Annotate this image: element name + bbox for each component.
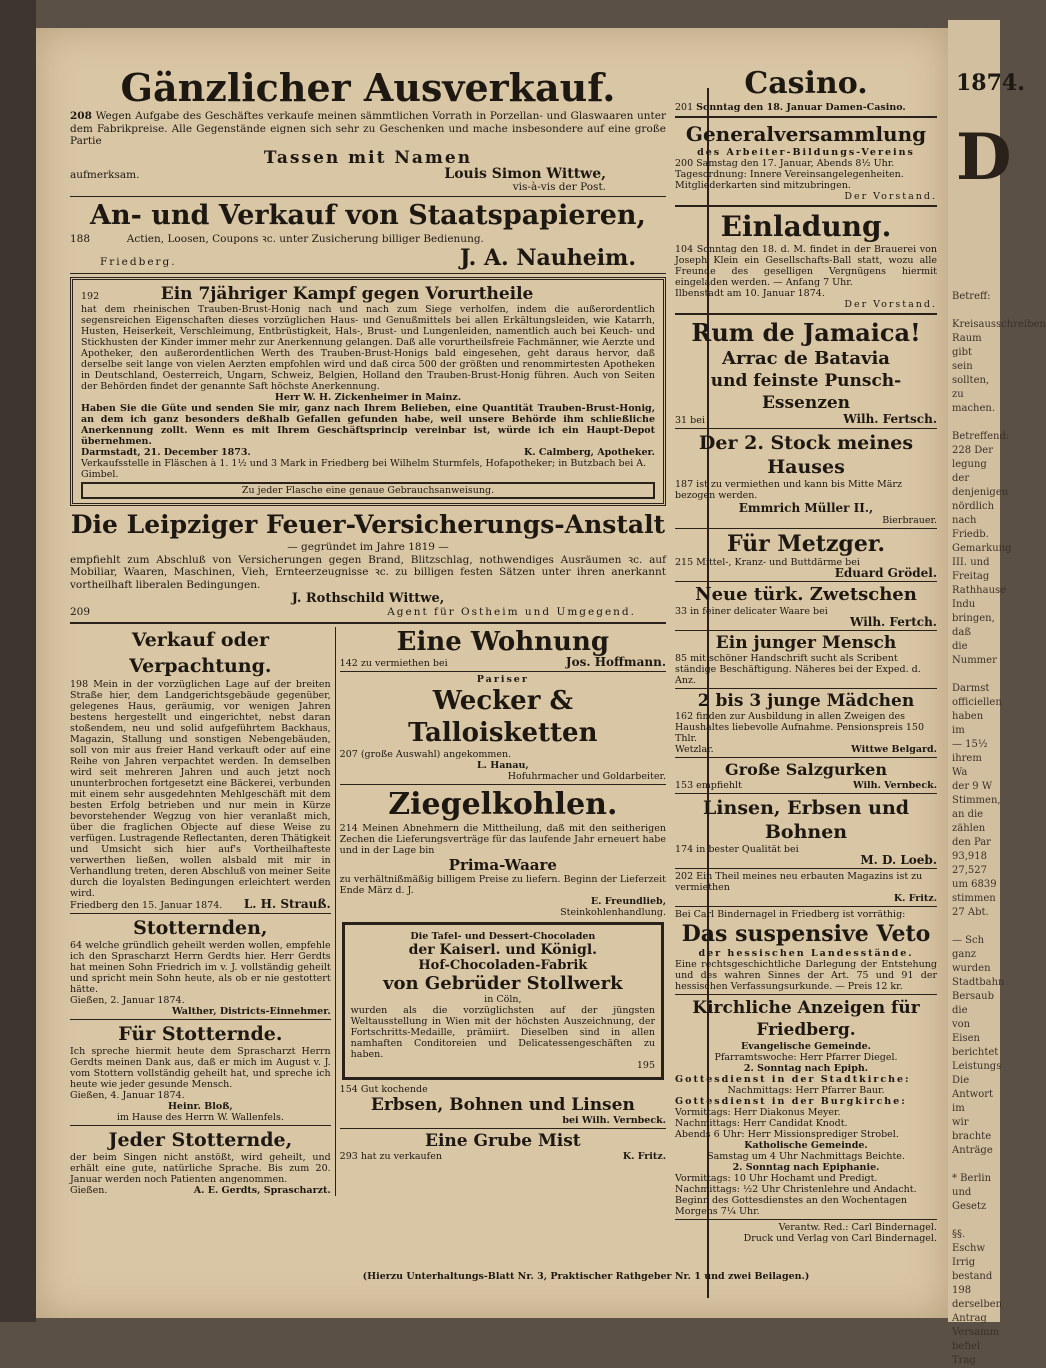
ad-title: Erbsen, Bohnen und Linsen	[370, 1094, 635, 1115]
church-line: 2. Sonntag nach Epiph.	[743, 1063, 869, 1074]
church-line: Gottesdienst in der Stadtkirche:	[675, 1074, 911, 1085]
ad-stotternden	[70, 916, 331, 1017]
church-line: Samstag um 4 Uhr Nachmittags Beichte.	[707, 1151, 905, 1162]
ad-text: zu vermiethen bei	[360, 657, 448, 669]
ad-magazin	[675, 871, 937, 904]
ad-rum	[675, 318, 937, 426]
church-line: Nachmittags: Herr Pfarrer Baur.	[727, 1085, 885, 1096]
ad-advertiser: L. H. Strauß.	[243, 896, 331, 911]
church-section: Katholische Gemeinde.	[744, 1140, 868, 1151]
ad-signature: Der Vorstand.	[844, 191, 937, 202]
ad-number: 154	[339, 1083, 358, 1095]
ad-text: aufmerksam.	[70, 168, 140, 181]
ad-place: Gießen.	[70, 1184, 108, 1196]
ad-title: Ein junger Mensch	[715, 633, 897, 653]
ad-address: im Hause des Herrn W. Wallenfels.	[116, 1111, 284, 1123]
ad-text: Samstag den 17. Januar, Abends 8½ Uhr.	[696, 158, 895, 169]
ad-text: 64 welche gründlich geheilt werden wollen, empfehle ich den Sprascharzt Herrn Gerdts hier. Herr Gerdts hat meinen Sohn Friedrich im v. J. vollständig geheilt und spricht mein Sohn heute, als ob er nie gestottert hätte.	[70, 939, 331, 995]
ad-text: Agent für Ostheim und Umgegend.	[387, 606, 636, 618]
ad-wohnung	[340, 627, 666, 669]
church-line: Vormittags: 10 Uhr Hochamt und Predigt.	[675, 1173, 878, 1184]
ad-text: hat zu verkaufen	[360, 1150, 442, 1162]
ad-title: Das suspensive Veto	[681, 921, 931, 947]
ad-grube-mist	[340, 1131, 666, 1162]
ad-signature: A. E. Gerdts, Sprascharzt.	[193, 1184, 331, 1196]
ad-text: Sonntag den 18. Januar Damen-Casino.	[696, 102, 906, 113]
ad-date: Ilbenstadt am 10. Januar 1874.	[675, 288, 825, 299]
right-column	[675, 66, 937, 1244]
ad-advertiser: M. D. Loeb.	[860, 853, 937, 867]
church-line: Vormittags: Herr Diakonus Meyer.	[675, 1107, 841, 1118]
ad-place: Friedberg.	[100, 256, 177, 268]
ad-honig	[70, 277, 666, 506]
ad-zwetschen	[675, 584, 937, 628]
ad-pretitle: Gut kochende	[360, 1083, 428, 1095]
ad-advertiser: Wilh. Fertsch.	[843, 412, 937, 426]
ad-text: Actien, Loosen, Coupons ꝛc. unter Zusicherung billiger Bedienung.	[126, 232, 484, 245]
ad-text: in feiner delicater Waare bei	[690, 606, 828, 617]
ad-text: 85 mit schöner Handschrift sucht als Scribent ständige Beschäftigung. Näheres bei der Exped. d. Anz.	[675, 653, 921, 686]
ad-advertiser: E. Freundlieb,	[590, 895, 666, 907]
ad-line: Die Tafel- und Dessert-Chocoladen	[410, 930, 596, 942]
church-line: Abends 6 Uhr: Herr Missionsprediger Strobel.	[675, 1129, 899, 1140]
ad-stollwerk	[342, 922, 664, 1080]
ad-trade: Hofuhrmacher und Goldarbeiter.	[507, 770, 666, 782]
ad-text: hat dem rheinischen Trauben-Brust-Honig nach und nach zum Siege verholfen, indem die außerordentlich segensreichen Eigenschaften dieses vorzüglichen Haus- und Genußmittels bei allen Erkältungsleiden, wie Katarrh, Husten, Heiserkeit, Verschleimung, Entbrüstigkeit, Hals-, Brust- und Lungenleiden, namentlich auch bei Keuch- und Stickhusten der Kinder immer mehr zur Anerkennung gelangen. Daß alle vorurtheilsfreie Fachmänner, wie Aerzte und Apotheker, den außerordentlichen Werth des Trauben-Brust-Honigs bald eingesehen, geht daraus hervor, daß derselbe seit lange von vielen Aerzten empfohlen wird und daß circa 500 der größten und renommirtesten Apotheken in Deutschland, Oesterreich, Ungarn, Schweiz, Belgien, Holland den Trauben-Brust-Honig führen. Auch von Seiten der Behörden findet der genannte Saft höchste Anerkennung.	[81, 304, 655, 392]
ad-title: von Gebrüder Stollwerk	[383, 972, 623, 994]
ad-footer: Zu jeder Flasche eine genaue Gebrauchsanweisung.	[81, 482, 655, 499]
ad-number: 174	[675, 844, 694, 855]
ad-text: Mitgliederkarten sind mitzubringen.	[675, 180, 851, 191]
ad-number: 31	[675, 415, 688, 426]
ad-subtitle: der hessischen Landesstände.	[698, 948, 914, 959]
ad-text: (große Auswahl) angekommen.	[360, 748, 512, 760]
ad-text: 187 ist zu vermiethen und kann bis Mitte März bezogen werden.	[675, 479, 902, 501]
ad-einladung	[675, 210, 937, 310]
ad-advertiser: K. Fritz.	[622, 1150, 666, 1162]
ad-title: Gänzlicher Ausverkauf.	[120, 65, 616, 110]
church-line: Pfarramtswoche: Herr Pfarrer Diegel.	[714, 1052, 898, 1063]
ad-advertiser: Eduard Grödel.	[834, 566, 937, 580]
ad-text: in bester Qualität bei	[696, 844, 799, 855]
ad-number: 188	[70, 232, 91, 245]
ad-advertiser: Wittwe Belgard.	[851, 744, 937, 755]
ad-subtitle: des Arbeiter-Bildungs-Vereins	[697, 147, 915, 158]
ad-staatspapiere	[70, 199, 666, 272]
church-line: 2. Sonntag nach Epiphanie.	[732, 1162, 880, 1173]
page-footer-note: (Hierzu Unterhaltungs-Blatt Nr. 3, Praktischer Rathgeber Nr. 1 und zwei Beilagen.)	[362, 1271, 810, 1282]
ad-line: Arrac de Batavia	[722, 348, 890, 369]
ad-title: Die Leipziger Feuer-Versicherungs-Anstalt	[70, 510, 666, 539]
left-subcolumn-b	[336, 627, 666, 1196]
ad-line: in Cöln,	[484, 993, 522, 1005]
ad-advertiser: Wilh. Fertch.	[849, 615, 937, 629]
facing-page	[948, 20, 1046, 1366]
ad-number: 200	[675, 158, 694, 169]
ad-date: Friedberg den 15. Januar 1874.	[70, 899, 223, 911]
ad-line: der Kaiserl. und Königl.	[408, 941, 598, 958]
ad-maedchen	[675, 691, 937, 755]
ad-date: Gießen, 2. Januar 1874.	[70, 994, 185, 1006]
ad-text: Sonntag den 18. d. M. findet in der Brauerei von Joseph Klein ein Gesellschafts-Ball statt, wozu alle Freunde des geselligen Vergnügens hiermit eingeladen werden. — Anfang 7 Uhr.	[675, 244, 937, 288]
ad-number: 201	[675, 102, 694, 113]
ad-text: Verkaufsstelle in Fläschen à 1. 1½ und 3 Mark in Friedberg bei Wilhelm Sturmfels, Hofapotheker; in Butzbach bei A. Gimbel.	[81, 458, 647, 480]
ad-signature: Heinr. Bloß,	[167, 1100, 233, 1112]
ad-address: vis-à-vis der Post.	[512, 181, 606, 193]
ad-salzgurken	[675, 760, 937, 791]
ad-title: Jeder Stotternde,	[108, 1128, 293, 1151]
ad-highlight: Tassen mit Namen	[263, 147, 473, 168]
ad-title: Kirchliche Anzeigen für Friedberg.	[692, 998, 920, 1040]
ad-text: Mittel-, Kranz- und Buttdärme bei	[696, 557, 860, 568]
ad-junger-mensch	[675, 633, 937, 686]
ad-text: wurden als die vorzüglichsten auf der jüngsten Weltausstellung in Wien mit der höchsten Auszeichnung, der Fortschritts-Medaille, prämiirt. Dieselben sind in allen namhaften Conditoreien und Delicatessengeschäften zu haben.	[350, 1004, 655, 1060]
ad-metzger	[675, 531, 937, 579]
ad-title: 2 bis 3 junge Mädchen	[697, 691, 915, 711]
church-line: Nachmittags: Herr Candidat Knodt.	[675, 1118, 848, 1129]
church-line: Gottesdienst in der Burgkirche:	[675, 1096, 907, 1107]
ad-text: zu verhältnißmäßig billigem Preise zu liefern. Beginn der Lieferzeit Ende März d. J.	[339, 873, 666, 896]
ad-advertiser: bei Wilh. Vernbeck.	[562, 1114, 666, 1126]
ad-line: und feinste Punsch-Essenzen	[710, 371, 902, 413]
ad-text: Bei Carl Bindernagel in Friedberg ist vorräthig:	[675, 909, 906, 920]
ad-line: Hof-Chocoladen-Fabrik	[418, 957, 588, 973]
ad-advertiser: Jos. Hoffmann.	[565, 654, 666, 669]
ad-title: Casino.	[744, 66, 868, 101]
ad-title: Rum de Jamaica!	[691, 318, 921, 347]
facing-text-fragments: Betreff: Kreisausschreiben Raum gibt sein sollten, zu machen. Betreffend: 228 Der legung der denjenigen nördlich nach Friedb. Gemarkung III. und Freitag Rathhause Indu bringen, daß die Nummer Darmst officiellen haben im — 15½ ihrem Wa der 9 W Stimmen, an die zählen den Par 93,918 27,527 um 6839 stimmen 27 Abt. — Sch ganz wurden Stadtbahn Bersaub die von Eisen berichtet Leistungs Die Antwort im wir brachte Anträge * Berlin und Gesetz §§. Eschw Irrig bestand 198 derselben Antrag Versamm befiel Trag	[952, 291, 1046, 1366]
ad-title: Für Metzger.	[726, 531, 886, 557]
ad-number: 208	[70, 110, 92, 122]
newspaper-page	[36, 28, 948, 1318]
facing-initial: D	[956, 120, 1012, 195]
ad-text: 214 Meinen Abnehmern die Mittheilung, daß mit den seitherigen Zechen die Lieferungsverträge für das laufende Jahr erneuert habe und in der Lage bin	[339, 822, 666, 856]
ad-number: 153	[675, 780, 694, 791]
ad-date: Gießen, 4. Januar 1874.	[70, 1089, 185, 1101]
ad-number: 215	[675, 557, 694, 568]
book-spine	[0, 0, 36, 1322]
ad-advertiser: L. Hanau,	[476, 759, 529, 771]
ad-title: Eine Wohnung	[396, 626, 610, 657]
left-subcolumn-a	[70, 627, 336, 1196]
ad-fuer-stotternde	[70, 1022, 331, 1123]
ad-trade: Bierbrauer.	[882, 515, 937, 526]
ad-pretitle: Pariser	[476, 673, 529, 685]
ad-erbsen	[340, 1084, 666, 1126]
ad-advertiser: Emmrich Müller II.,	[738, 501, 874, 515]
ad-title: Stotternden,	[133, 916, 268, 939]
ad-text: Herr W. H. Zickenheimer in Mainz.	[274, 392, 462, 403]
church-line: Beginn des Gottesdienstes an den Wochentagen Morgens 7¼ Uhr.	[675, 1195, 908, 1217]
ad-trade: Steinkohlenhandlung.	[560, 906, 666, 918]
ad-signature: Der Vorstand.	[844, 299, 937, 310]
ad-title: Einladung.	[720, 210, 892, 243]
ad-veto	[675, 909, 937, 992]
ad-date: Darmstadt, 21. December 1873.	[81, 447, 251, 458]
ad-advertiser: J. Rothschild Wittwe,	[291, 591, 445, 606]
ad-number: 293	[339, 1150, 358, 1162]
ad-title: Eine Grube Mist	[425, 1130, 581, 1151]
ad-wecker	[340, 674, 666, 782]
ad-text: 198 Mein in der vorzüglichen Lage auf der breiten Straße hier, dem Landgerichtsgebäude gegenüber, gelegenes Haus, geräumig, vor wenigen Jahren bestens hergestellt und eingerichtet, nebst daran stoßendem, neu und solid aufgeführtem Backhaus, Magazin, Stallung und sonstigen Nebengebäuden, soll von mir aus freier Hand verkauft oder auf eine Reihe von Jahren verpachtet werden. In demselben wird seit mehreren Jahren und auch jetzt noch ununterbrochen fortgesetzt eine Bäckerei, verbunden mit einem sehr ausgedehnten Mehlgeschäft mit dem besten Erfolg betrieben und nur mein in Kürze bevorstehender Wegzug von hier veranlaßt mich, über die fraglichen Objecte auf diese Weise zu verfügen. Lustragende Reflectanten, deren Thätigkeit und Umsicht sich hier auf's Vortheilhafteste verwerthen ließen, wollen alsbald mit mir in Verhandlung treten, deren Abschluß von meiner Seite durch die loyalsten Bedingungen erleichtert werden wird.	[70, 678, 331, 899]
ad-text: 162 finden zur Ausbildung in allen Zweigen des Haushaltes liebevolle Aufnahme. Pensionspreis 150 Thlr.	[675, 711, 925, 744]
ad-ziegelkohlen	[340, 787, 666, 918]
ad-number: 192	[81, 291, 100, 302]
church-section: Evangelische Gemeinde.	[741, 1041, 871, 1052]
ad-generalversammlung	[675, 121, 937, 202]
ad-number: 33	[675, 606, 688, 617]
facing-year: 1874.	[956, 70, 1025, 96]
ad-text: bei	[690, 415, 705, 426]
ad-jeder-stotternde	[70, 1128, 331, 1196]
ad-text: Tagesordnung: Innere Vereinsangelegenheiten.	[675, 169, 904, 180]
ad-title: Generalversammlung	[685, 122, 927, 146]
left-subcolumns	[70, 627, 666, 1196]
ad-text: Haben Sie die Güte und senden Sie mir, ganz nach Ihrem Belieben, eine Quantität Trauben-Brust-Honig, an dem ich ganz besonders deßhalb Gefallen gefunden habe, weil unsere Behörde ihm schließliche Anerkennung zollt. Wenn es mit Ihrem Geschäftsprincip vereinbar ist, würde ich ein Haupt-Depot übernehmen.	[81, 403, 655, 447]
ad-title: Ziegelkohlen.	[388, 786, 618, 822]
ad-text: 202 Ein Theil meines neu erbauten Magazins ist zu vermiethen	[675, 871, 923, 893]
ad-title: Der 2. Stock meines Hauses	[698, 432, 914, 478]
ad-advertiser: Wilh. Vernbeck.	[852, 780, 937, 791]
ad-signature: K. Calmberg, Apotheker.	[524, 447, 655, 458]
ad-text: Ich spreche hiermit heute dem Sprascharzt Herrn Gerdts meinen Dank aus, daß er mich im August v. J. vom Stottern vollständig geheilt hat, und spreche ich heute wie jeder gesunde Mensch.	[70, 1045, 331, 1090]
ad-casino	[675, 66, 937, 113]
ad-text: empfiehlt	[696, 780, 742, 791]
ad-number: 207	[339, 748, 358, 760]
ad-advertiser: K. Fritz.	[893, 893, 937, 904]
ad-title: Linsen, Erbsen und Bohnen	[702, 797, 910, 843]
ad-advertiser: J. A. Nauheim.	[459, 245, 636, 271]
church-line: Nachmittags: ½2 Uhr Christenlehre und Andacht.	[675, 1184, 917, 1195]
ad-place: Wetzlar.	[675, 744, 714, 755]
ad-advertiser: Louis Simon Wittwe,	[444, 165, 606, 182]
imprint-publisher: Druck und Verlag von Carl Bindernagel.	[743, 1233, 937, 1244]
ad-title: An- und Verkauf von Staatspapieren,	[90, 199, 646, 231]
ad-title: Ein 7jähriger Kampf gegen Vorurtheile	[160, 284, 534, 304]
ad-title: Für Stotternde.	[118, 1022, 283, 1045]
imprint-editor: Verantw. Red.: Carl Bindernagel.	[778, 1222, 937, 1233]
ad-zweiter-stock	[675, 431, 937, 526]
church-notices	[675, 997, 937, 1217]
ad-text: Wegen Aufgabe des Geschäftes verkaufe meinen sämmtlichen Vorrath in Porzellan- und Glaswaaren unter dem Fabrikpreise. Alle Gegenstände eignen sich sehr zu Geschenken und mache insbesondere auf eine große Partie	[70, 110, 666, 147]
ad-signature: Walther, Districts-Einnehmer.	[171, 1005, 331, 1017]
ad-subtitle: — gegründet im Jahre 1819 —	[287, 541, 449, 553]
ad-title: Wecker & Talloisketten	[408, 685, 598, 748]
ad-text: empfiehlt zum Abschluß von Versicherungen gegen Brand, Blitzschlag, nothwendiges Ausräumen ꝛc. auf Mobiliar, Waaren, Maschinen, Vieh, Ernteerzeugnisse ꝛc. zu billigen festen Sätzen unter ihren anerkannt vortheilhaft liberalen Bedingungen.	[70, 553, 666, 591]
ad-number: 104	[675, 244, 694, 255]
ad-ausverkauf	[70, 66, 666, 194]
ad-title: Große Salzgurken	[725, 760, 887, 779]
ad-verpachtung	[70, 627, 331, 911]
ad-title: Neue türk. Zwetschen	[695, 584, 917, 605]
ad-highlight: Prima-Waare	[448, 855, 557, 874]
ad-title: Verkauf oder Verpachtung.	[129, 628, 272, 677]
ad-number: 195	[636, 1059, 655, 1071]
left-column	[70, 66, 666, 1196]
ad-linsen	[675, 796, 937, 866]
ad-number: 142	[339, 657, 358, 669]
ad-leipziger	[70, 509, 666, 619]
ad-text: der beim Singen nicht anstößt, wird geheilt, und erhält eine gute, natürliche Sprache. Bis zum 20. Januar werden noch Patienten angenommen.	[70, 1151, 331, 1185]
ad-text: Eine rechtsgeschichtliche Darlegung der Entstehung und des wahren Sinnes der Art. 75 und 91 der hessischen Verfassungsurkunde. — Preis 12 kr.	[675, 959, 937, 992]
ad-number: 209	[70, 606, 91, 618]
